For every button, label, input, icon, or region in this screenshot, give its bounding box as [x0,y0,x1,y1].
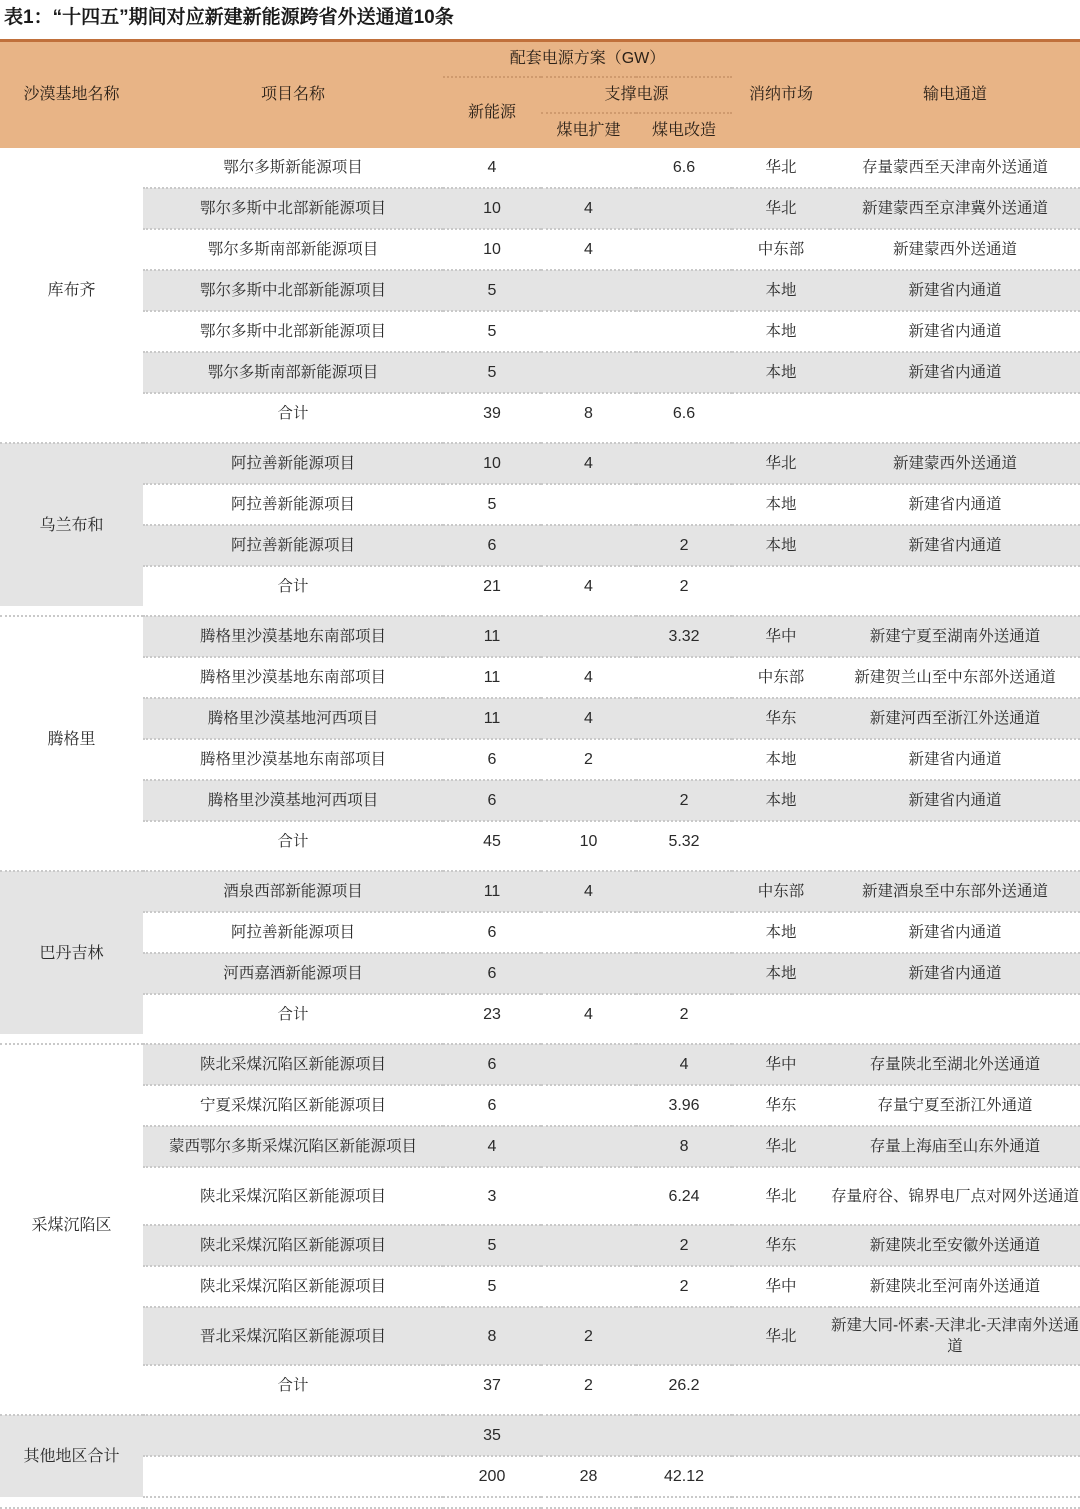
cell-coal-retrofit: 6.24 [636,1167,732,1225]
group-separator-cell [443,606,541,616]
group-separator-cell [143,1497,443,1508]
cell-project: 鄂尔多斯南部新能源项目 [143,229,443,270]
cell-line: 新建省内通道 [830,352,1080,393]
cell-coal-retrofit: 42.12 [636,1456,732,1497]
cell-project: 晋北采煤沉陷区新能源项目 [143,1307,443,1365]
cell-coal-expand [541,1415,636,1456]
cell-line [830,1415,1080,1456]
cell-total-line [830,393,1080,433]
cell-coal-retrofit [636,484,732,525]
cell-coal-expand: 4 [541,871,636,912]
table-total-row [0,821,1080,861]
cell-total-coal-expand: 10 [541,821,636,861]
cell-total-new-energy: 23 [443,994,541,1034]
cell-project: 腾格里沙漠基地东南部项目 [143,739,443,780]
cell-coal-expand [541,1044,636,1085]
cell-total-line [830,566,1080,606]
cell-coal-expand [541,525,636,566]
cell-line [830,1456,1080,1497]
data-table [0,42,1080,1509]
cell-new-energy: 11 [443,616,541,657]
table-row [0,188,1080,229]
cell-coal-retrofit [636,1415,732,1456]
cell-line: 存量宁夏至浙江外通道 [830,1085,1080,1126]
cell-new-energy: 6 [443,912,541,953]
cell-coal-expand [541,1167,636,1225]
group-separator-cell [732,606,830,616]
table-row [0,657,1080,698]
header-group-support: 支撑电源 [541,77,732,113]
group-separator-cell [830,1034,1080,1044]
cell-new-energy: 10 [443,229,541,270]
cell-market [732,1415,830,1456]
cell-project: 陕北采煤沉陷区新能源项目 [143,1044,443,1085]
cell-coal-expand: 4 [541,698,636,739]
cell-total-new-energy: 37 [443,1365,541,1405]
cell-market: 本地 [732,780,830,821]
group-separator-cell [541,606,636,616]
cell-market: 华北 [732,443,830,484]
cell-coal-expand [541,1225,636,1266]
table-row [0,616,1080,657]
cell-total-coal-expand: 2 [541,1365,636,1405]
group-separator-cell [143,433,443,443]
cell-coal-expand: 4 [541,657,636,698]
cell-market: 本地 [732,912,830,953]
cell-coal-retrofit: 6.6 [636,148,732,188]
cell-line: 新建省内通道 [830,270,1080,311]
cell-line: 新建河西至浙江外送通道 [830,698,1080,739]
cell-project: 阿拉善新能源项目 [143,484,443,525]
cell-market: 华东 [732,1085,830,1126]
cell-coal-expand [541,1266,636,1307]
cell-new-energy: 11 [443,657,541,698]
cell-new-energy: 6 [443,953,541,994]
table-row [0,1415,1080,1456]
group-separator-cell [0,433,143,443]
cell-coal-expand [541,352,636,393]
cell-coal-retrofit: 3.32 [636,616,732,657]
cell-new-energy: 5 [443,1225,541,1266]
cell-total-market [732,821,830,861]
group-separator-cell [636,433,732,443]
group-name-cell: 乌兰布和 [0,443,143,606]
group-separator-cell [0,1405,143,1415]
cell-total-new-energy: 45 [443,821,541,861]
header-row-group [0,42,1080,77]
cell-project [143,1456,443,1497]
cell-coal-retrofit: 3.96 [636,1085,732,1126]
cell-new-energy: 200 [443,1456,541,1497]
group-separator-cell [636,1405,732,1415]
table-row [0,1225,1080,1266]
table-row [0,1307,1080,1365]
group-separator-cell [443,1405,541,1415]
cell-line: 新建省内通道 [830,525,1080,566]
cell-total-label: 合计 [143,1365,443,1405]
cell-line: 新建蒙西外送通道 [830,443,1080,484]
group-name-cell: 腾格里 [0,616,143,861]
table-header [0,42,1080,148]
cell-total-coal-retrofit: 2 [636,566,732,606]
cell-coal-expand [541,148,636,188]
table-row [0,1126,1080,1167]
cell-market: 华东 [732,698,830,739]
group-separator-cell [0,1034,143,1044]
table-row [0,443,1080,484]
cell-total-line [830,821,1080,861]
cell-coal-expand: 2 [541,739,636,780]
cell-coal-expand [541,270,636,311]
cell-total-coal-retrofit: 26.2 [636,1365,732,1405]
cell-market: 本地 [732,953,830,994]
group-separator-cell [636,1034,732,1044]
cell-coal-expand: 4 [541,443,636,484]
cell-project: 腾格里沙漠基地河西项目 [143,780,443,821]
cell-total-coal-expand: 8 [541,393,636,433]
group-separator [0,861,1080,871]
cell-new-energy: 6 [443,1044,541,1085]
group-separator-cell [0,1497,143,1508]
cell-coal-retrofit [636,1307,732,1365]
cell-new-energy: 6 [443,525,541,566]
cell-new-energy: 5 [443,270,541,311]
cell-line: 存量上海庙至山东外通道 [830,1126,1080,1167]
cell-new-energy: 4 [443,1126,541,1167]
table-row [0,871,1080,912]
cell-new-energy: 5 [443,352,541,393]
cell-new-energy: 8 [443,1307,541,1365]
cell-line: 新建陕北至安徽外送通道 [830,1225,1080,1266]
group-name-cell: 采煤沉陷区 [0,1044,143,1405]
cell-project: 阿拉善新能源项目 [143,443,443,484]
group-separator [0,606,1080,616]
cell-market: 本地 [732,352,830,393]
group-separator-cell [732,1405,830,1415]
cell-total-new-energy: 39 [443,393,541,433]
group-name-cell: 库布齐 [0,148,143,433]
cell-coal-expand [541,311,636,352]
cell-project: 腾格里沙漠基地河西项目 [143,698,443,739]
cell-project: 腾格里沙漠基地东南部项目 [143,657,443,698]
cell-line: 新建省内通道 [830,953,1080,994]
header-col-project: 项目名称 [143,42,443,148]
cell-coal-expand [541,1085,636,1126]
table-row [0,780,1080,821]
cell-market: 本地 [732,270,830,311]
cell-total-label: 合计 [143,566,443,606]
cell-new-energy: 11 [443,871,541,912]
group-separator-cell [830,433,1080,443]
cell-market: 华北 [732,188,830,229]
cell-coal-retrofit [636,871,732,912]
cell-coal-retrofit [636,443,732,484]
group-separator-cell [732,1034,830,1044]
cell-new-energy: 3 [443,1167,541,1225]
group-separator-cell [0,606,143,616]
cell-market: 本地 [732,525,830,566]
table-row [0,229,1080,270]
cell-project: 腾格里沙漠基地东南部项目 [143,616,443,657]
table-total-row [0,393,1080,433]
group-separator-cell [830,861,1080,871]
cell-project: 鄂尔多斯中北部新能源项目 [143,188,443,229]
cell-line: 新建酒泉至中东部外送通道 [830,871,1080,912]
cell-market: 中东部 [732,229,830,270]
group-separator-cell [443,433,541,443]
cell-market: 华北 [732,1307,830,1365]
table-total-row [0,1365,1080,1405]
cell-coal-retrofit [636,352,732,393]
group-separator-cell [443,861,541,871]
cell-total-label: 合计 [143,994,443,1034]
group-separator-cell [636,606,732,616]
cell-coal-retrofit [636,739,732,780]
table-row [0,912,1080,953]
cell-line: 新建陕北至河南外送通道 [830,1266,1080,1307]
cell-total-line [830,1365,1080,1405]
cell-new-energy: 5 [443,1266,541,1307]
cell-line: 新建省内通道 [830,739,1080,780]
header-col-coal-expand: 煤电扩建 [541,113,636,148]
cell-project: 蒙西鄂尔多斯采煤沉陷区新能源项目 [143,1126,443,1167]
group-separator-cell [143,1034,443,1044]
group-separator-cell [443,1497,541,1508]
cell-project: 阿拉善新能源项目 [143,912,443,953]
cell-market: 华中 [732,616,830,657]
cell-total-market [732,1365,830,1405]
page-title: 表1：“十四五”期间对应新建新能源跨省外送通道10条 [4,7,454,28]
cell-project: 陕北采煤沉陷区新能源项目 [143,1225,443,1266]
table-row [0,1044,1080,1085]
table-row [0,953,1080,994]
cell-coal-expand: 4 [541,188,636,229]
cell-coal-expand [541,616,636,657]
table-row [0,311,1080,352]
cell-coal-retrofit [636,270,732,311]
group-separator-cell [830,1405,1080,1415]
group-separator-cell [732,433,830,443]
cell-line: 新建宁夏至湖南外送通道 [830,616,1080,657]
cell-new-energy: 11 [443,698,541,739]
cell-coal-retrofit [636,912,732,953]
header-col-coal-retrofit: 煤电改造 [636,113,732,148]
table-row [0,525,1080,566]
cell-new-energy: 6 [443,739,541,780]
cell-market [732,1456,830,1497]
group-separator-cell [732,861,830,871]
cell-coal-retrofit: 4 [636,1044,732,1085]
header-group-power: 配套电源方案（GW） [443,42,732,77]
table-row [0,484,1080,525]
table-row [0,352,1080,393]
cell-coal-expand [541,780,636,821]
group-separator [0,1405,1080,1415]
cell-total-market [732,994,830,1034]
cell-new-energy: 4 [443,148,541,188]
header-col-market: 消纳市场 [732,42,830,148]
cell-new-energy: 35 [443,1415,541,1456]
cell-new-energy: 5 [443,484,541,525]
cell-coal-retrofit: 2 [636,1225,732,1266]
cell-line: 新建蒙西外送通道 [830,229,1080,270]
cell-total-label: 合计 [143,821,443,861]
cell-market: 中东部 [732,871,830,912]
cell-project: 阿拉善新能源项目 [143,525,443,566]
table-row [0,270,1080,311]
table-row [0,1456,1080,1497]
cell-line: 存量蒙西至天津南外送通道 [830,148,1080,188]
table-row [0,1167,1080,1225]
table-row [0,148,1080,188]
group-separator-cell [830,606,1080,616]
cell-project: 鄂尔多斯中北部新能源项目 [143,311,443,352]
cell-line: 存量府谷、锦界电厂点对网外送通道 [830,1167,1080,1225]
group-name-cell: 其他地区合计 [0,1415,143,1497]
header-col-line: 输电通道 [830,42,1080,148]
table-total-row [0,566,1080,606]
group-separator-cell [541,861,636,871]
cell-coal-expand [541,953,636,994]
cell-coal-retrofit: 2 [636,1266,732,1307]
table-row [0,739,1080,780]
cell-coal-expand [541,912,636,953]
cell-market: 华中 [732,1044,830,1085]
table-row [0,698,1080,739]
cell-coal-retrofit [636,188,732,229]
cell-new-energy: 6 [443,780,541,821]
cell-project [143,1415,443,1456]
cell-total-coal-retrofit: 2 [636,994,732,1034]
cell-market: 华北 [732,148,830,188]
cell-coal-retrofit: 8 [636,1126,732,1167]
header-col-new-energy: 新能源 [443,77,541,148]
group-separator-cell [732,1497,830,1508]
cell-line: 新建贺兰山至中东部外送通道 [830,657,1080,698]
cell-project: 陕北采煤沉陷区新能源项目 [143,1167,443,1225]
cell-coal-retrofit [636,698,732,739]
cell-total-coal-retrofit: 6.6 [636,393,732,433]
group-separator-cell [830,1497,1080,1508]
cell-new-energy: 10 [443,188,541,229]
group-separator-cell [636,1497,732,1508]
cell-total-label: 合计 [143,393,443,433]
group-separator [0,433,1080,443]
cell-line: 新建省内通道 [830,311,1080,352]
cell-coal-retrofit [636,229,732,270]
table-title-bar [0,0,1080,39]
cell-market: 华东 [732,1225,830,1266]
cell-project: 鄂尔多斯新能源项目 [143,148,443,188]
cell-coal-expand: 4 [541,229,636,270]
table-row [0,1085,1080,1126]
cell-coal-retrofit [636,953,732,994]
cell-project: 河西嘉酒新能源项目 [143,953,443,994]
cell-project: 宁夏采煤沉陷区新能源项目 [143,1085,443,1126]
group-separator-cell [143,606,443,616]
cell-line: 新建省内通道 [830,780,1080,821]
cell-line: 新建大同-怀素-天津北-天津南外送通道 [830,1307,1080,1365]
cell-coal-retrofit [636,657,732,698]
group-separator [0,1497,1080,1508]
cell-market: 华北 [732,1167,830,1225]
cell-coal-expand [541,1126,636,1167]
group-separator-cell [541,1405,636,1415]
cell-total-market [732,393,830,433]
cell-new-energy: 6 [443,1085,541,1126]
group-separator-cell [541,1497,636,1508]
cell-project: 陕北采煤沉陷区新能源项目 [143,1266,443,1307]
group-separator-cell [636,861,732,871]
group-separator [0,1034,1080,1044]
cell-coal-retrofit: 2 [636,780,732,821]
cell-coal-retrofit [636,311,732,352]
cell-coal-expand: 28 [541,1456,636,1497]
cell-line: 新建省内通道 [830,912,1080,953]
cell-total-coal-retrofit: 5.32 [636,821,732,861]
group-separator-cell [143,1405,443,1415]
cell-market: 本地 [732,484,830,525]
cell-project: 鄂尔多斯中北部新能源项目 [143,270,443,311]
cell-market: 中东部 [732,657,830,698]
cell-total-coal-expand: 4 [541,994,636,1034]
cell-total-new-energy: 21 [443,566,541,606]
cell-coal-expand: 2 [541,1307,636,1365]
cell-project: 鄂尔多斯南部新能源项目 [143,352,443,393]
group-name-cell: 巴丹吉林 [0,871,143,1034]
table-body [0,148,1080,1508]
cell-market: 本地 [732,311,830,352]
group-separator-cell [143,861,443,871]
table-total-row [0,994,1080,1034]
table-row [0,1266,1080,1307]
cell-line: 新建省内通道 [830,484,1080,525]
cell-market: 华中 [732,1266,830,1307]
cell-market: 华北 [732,1126,830,1167]
cell-market: 本地 [732,739,830,780]
cell-project: 酒泉西部新能源项目 [143,871,443,912]
group-separator-cell [443,1034,541,1044]
cell-new-energy: 5 [443,311,541,352]
cell-coal-retrofit: 2 [636,525,732,566]
cell-total-line [830,994,1080,1034]
group-separator-cell [0,861,143,871]
cell-line: 新建蒙西至京津冀外送通道 [830,188,1080,229]
cell-coal-expand [541,484,636,525]
header-col-base: 沙漠基地名称 [0,42,143,148]
cell-new-energy: 10 [443,443,541,484]
cell-total-market [732,566,830,606]
group-separator-cell [541,433,636,443]
group-separator-cell [541,1034,636,1044]
cell-line: 存量陕北至湖北外送通道 [830,1044,1080,1085]
cell-total-coal-expand: 4 [541,566,636,606]
